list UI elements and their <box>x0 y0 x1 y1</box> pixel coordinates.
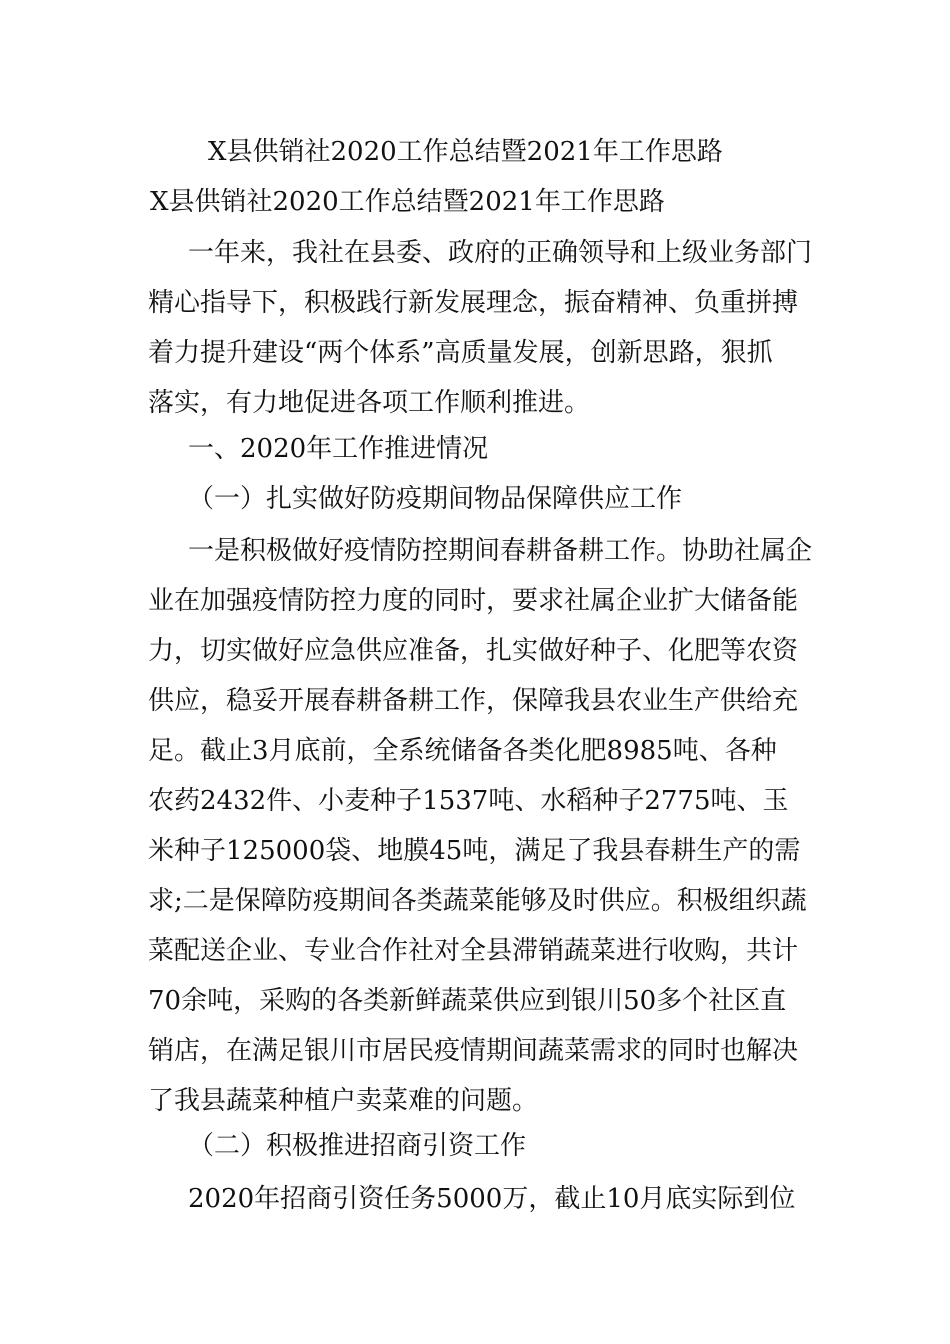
subsection-heading: （一）扎实做好防疫期间物品保障供应工作 <box>188 484 683 514</box>
body-line: 求;二是保障防疫期间各类蔬菜能够及时供应。积极组织蔬 <box>148 886 807 916</box>
body-line: 2020年招商引资任务5000万，截止10月底实际到位 <box>188 1184 796 1214</box>
body-line: 70余吨，采购的各类新鲜蔬菜供应到银川50多个社区直 <box>148 986 787 1016</box>
body-line: 落实，有力地促进各项工作顺利推进。 <box>148 388 591 418</box>
body-line: 业在加强疫情防控力度的同时，要求社属企业扩大储备能 <box>148 586 799 616</box>
body-line: 菜配送企业、专业合作社对全县滞销蔬菜进行收购，共计 <box>148 936 799 966</box>
body-line: 了我县蔬菜种植户卖菜难的问题。 <box>148 1086 539 1116</box>
body-line: 米种子125000袋、地膜45吨，满足了我县春耕生产的需 <box>148 836 801 866</box>
document-title: X县供销社2020工作总结暨2021年工作思路 <box>208 137 723 167</box>
body-line: 一年来，我社在县委、政府的正确领导和上级业务部门 <box>188 238 813 268</box>
body-line: 精心指导下，积极践行新发展理念，振奋精神、负重拼搏 <box>148 288 799 318</box>
body-line: 着力提升建设“两个体系”高质量发展，创新思路，狠抓 <box>148 338 773 368</box>
body-line: 农药2432件、小麦种子1537吨、水稻种子2775吨、玉 <box>148 786 789 816</box>
section-heading: 一、2020年工作推进情况 <box>188 434 489 464</box>
subsection-heading: （二）积极推进招商引资工作 <box>188 1131 527 1161</box>
document-subtitle: X县供销社2020工作总结暨2021年工作思路 <box>150 187 665 217</box>
body-line: 供应，稳妥开展春耕备耕工作，保障我县农业生产供给充 <box>148 686 799 716</box>
body-line: 销店，在满足银川市居民疫情期间蔬菜需求的同时也解决 <box>148 1036 799 1066</box>
body-line: 足。截止3月底前，全系统储备各类化肥8985吨、各种 <box>148 736 777 766</box>
body-line: 力，切实做好应急供应准备，扎实做好种子、化肥等农资 <box>148 636 799 666</box>
body-line: 一是积极做好疫情防控期间春耕备耕工作。协助社属企 <box>188 536 813 566</box>
